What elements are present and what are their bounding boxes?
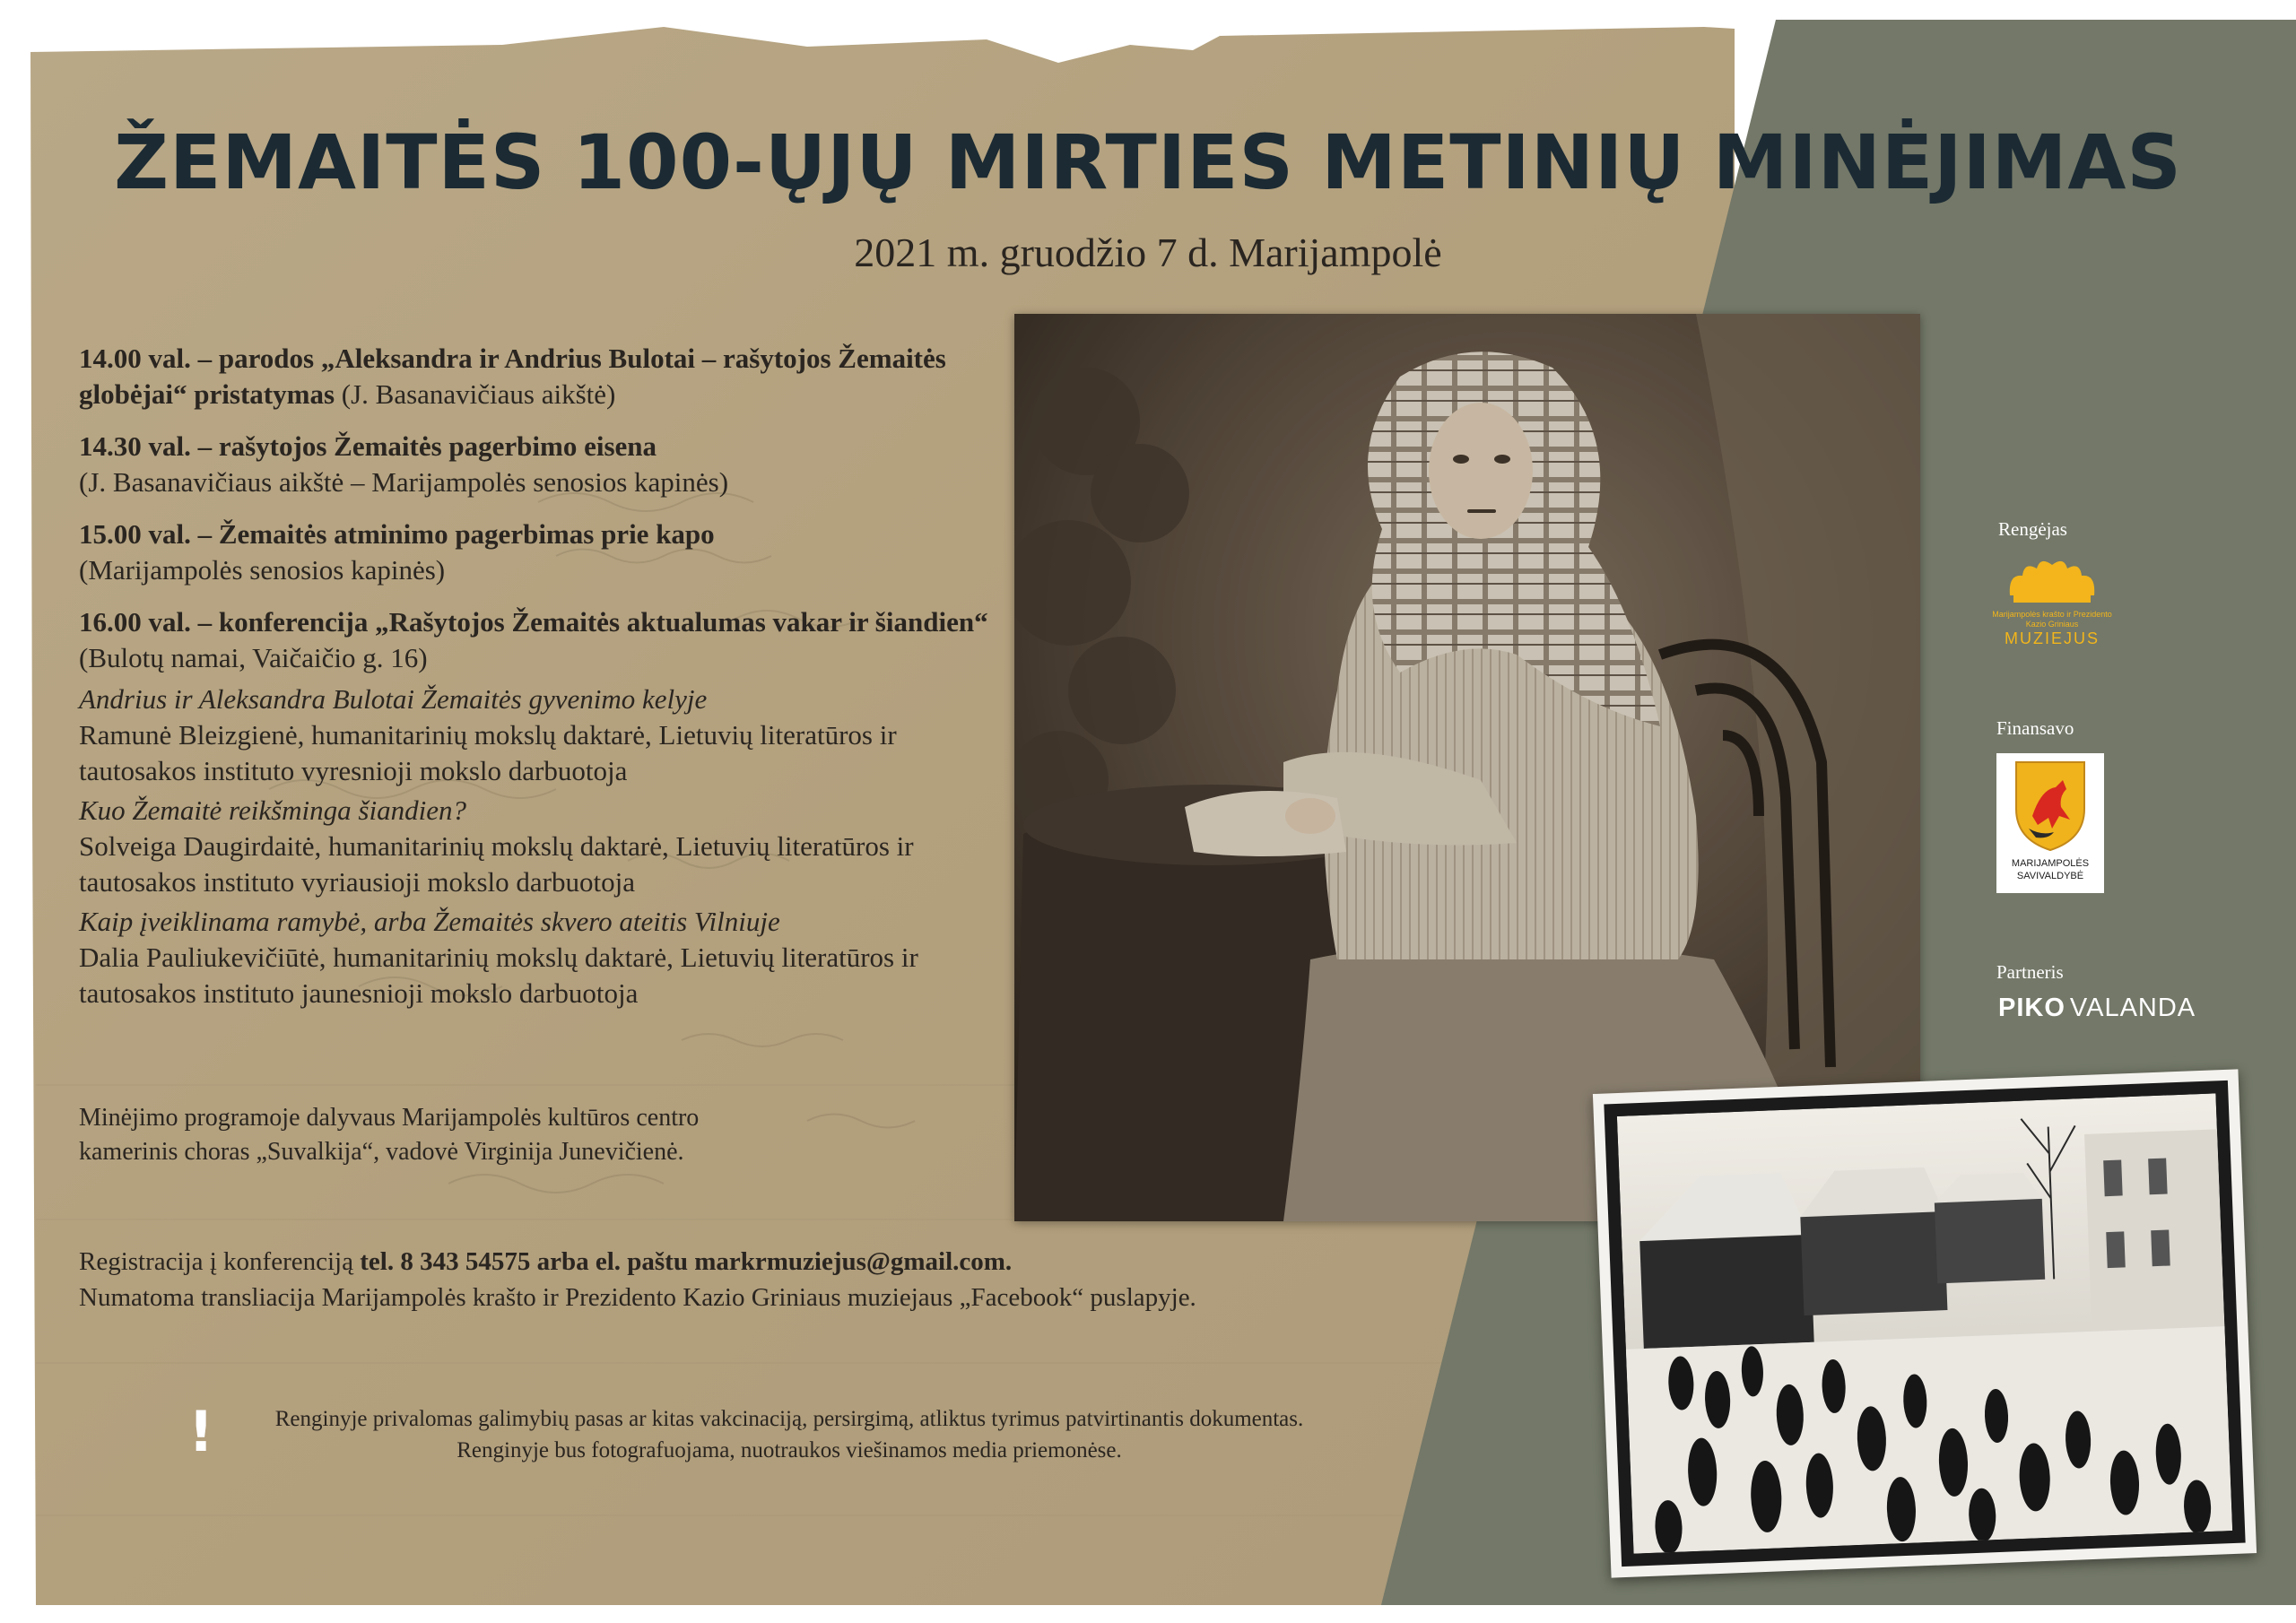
municipality-name-line: MARIJAMPOLĖS <box>2011 858 2090 869</box>
talk-speaker: Solveiga Daugirdaitė, humanitarinių mokslų daktarė, Lietuvių literatūros ir tautosakos instituto vyriausioji mokslo darbuotoja <box>79 830 914 898</box>
program-item <box>79 604 1021 676</box>
event-date: 2021 m. gruodžio 7 d. Marijampolė <box>854 230 1442 275</box>
notice-line: Renginyje bus fotografuojama, nuotraukos viešinamos media priemonėse. <box>457 1438 1122 1462</box>
page-title: ŽEMAITĖS 100-ŲJŲ MIRTIES METINIŲ MINĖJIMAS <box>114 118 2182 206</box>
talk-title: Kaip įveiklinama ramybė, arba Žemaitės skvero ateitis Vilniuje <box>79 906 780 937</box>
funder-label: Finansavo <box>1996 717 2074 739</box>
program-item-location: (J. Basanavičiaus aikštė) <box>335 378 616 410</box>
program-item-time: 15.00 val. – Žemaitės atminimo pagerbimas prie kapo <box>79 518 715 550</box>
museum-name: MUZIEJUS <box>2005 629 2100 647</box>
program-item-time: 14.30 val. – rašytojos Žemaitės pagerbimo eisena <box>79 430 657 462</box>
program-item-location: (Bulotų namai, Vaičaičio g. 16) <box>79 642 428 673</box>
municipality-logo <box>1996 753 2104 893</box>
choir-line: Minėjimo programoje dalyvaus Marijampolės kultūros centro <box>79 1104 700 1132</box>
talk-speaker: Dalia Pauliukevičiūtė, humanitarinių mokslų daktarė, Lietuvių literatūros ir tautosakos instituto jaunesnioji mokslo darbuotoja <box>79 942 918 1009</box>
portrait-photo <box>1014 314 1920 1221</box>
program-list <box>79 341 1021 1015</box>
program-item <box>79 516 1021 588</box>
program-item-time: 16.00 val. – konferencija „Rašytojos Žemaitės aktualumas vakar ir šiandien“ <box>79 606 988 638</box>
program-item-time: 14.00 val. – parodos „Aleksandra ir Andrius Bulotai – rašytojos Žemaitės globėjai“ pristatymas <box>79 343 946 410</box>
museum-logo <box>1991 556 2113 648</box>
street-photo <box>1593 1069 2257 1577</box>
talk-speaker: Ramunė Bleizgienė, humanitarinių mokslų daktarė, Lietuvių literatūros ir tautosakos instituto vyresnioji mokslo darbuotoja <box>79 719 897 786</box>
talk-item <box>79 793 1021 900</box>
program-item <box>79 341 1021 412</box>
registration-label: Registracija į konferenciją <box>79 1247 361 1276</box>
partner-name-bold: PIKO <box>1998 994 2066 1022</box>
broadcast-note: Numatoma transliacija Marijampolės krašto ir Prezidento Kazio Griniaus muziejaus „Facebook“ puslapyje. <box>79 1283 1196 1312</box>
choir-line: kamerinis choras „Suvalkija“, vadovė Virginija Junevičienė. <box>79 1138 684 1166</box>
program-item-location: (Marijampolės senosios kapinės) <box>79 554 446 586</box>
coat-of-arms-icon <box>1996 753 2104 857</box>
talk-item <box>79 904 1021 1011</box>
crown-icon <box>2003 556 2101 606</box>
registration-contact: tel. 8 343 54575 arba el. paštu markrmuziejus@gmail.com. <box>360 1247 1013 1276</box>
notice-line: Renginyje privalomas galimybių pasas ar kitas vakcinaciją, persirgimą, atliktus tyrimus patvirtinantis dokumentas. <box>274 1407 1304 1431</box>
program-item-location: (J. Basanavičiaus aikštė – Marijampolės senosios kapinės) <box>79 466 729 498</box>
exclamation-icon: ! <box>188 1399 214 1464</box>
program-item <box>79 429 1021 500</box>
registration-info <box>79 1244 1290 1315</box>
municipality-name-line: SAVIVALDYBĖ <box>2016 871 2084 881</box>
talk-item <box>79 681 1021 789</box>
partner-name-thin: VALANDA <box>2069 994 2196 1022</box>
talk-title: Kuo Žemaitė reikšminga šiandien? <box>79 794 466 826</box>
talk-title: Andrius ir Aleksandra Bulotai Žemaitės gyvenimo kelyje <box>79 683 708 715</box>
choir-note <box>79 1101 976 1169</box>
partner-logo <box>1998 994 2196 1023</box>
partner-label: Partneris <box>1996 961 2064 983</box>
organizer-label: Rengėjas <box>1998 518 2067 540</box>
covid-notice <box>179 1403 1399 1466</box>
municipality-name <box>1996 857 2104 882</box>
museum-subtitle: Marijampolės krašto ir Prezidento Kazio Griniaus <box>1992 610 2112 629</box>
